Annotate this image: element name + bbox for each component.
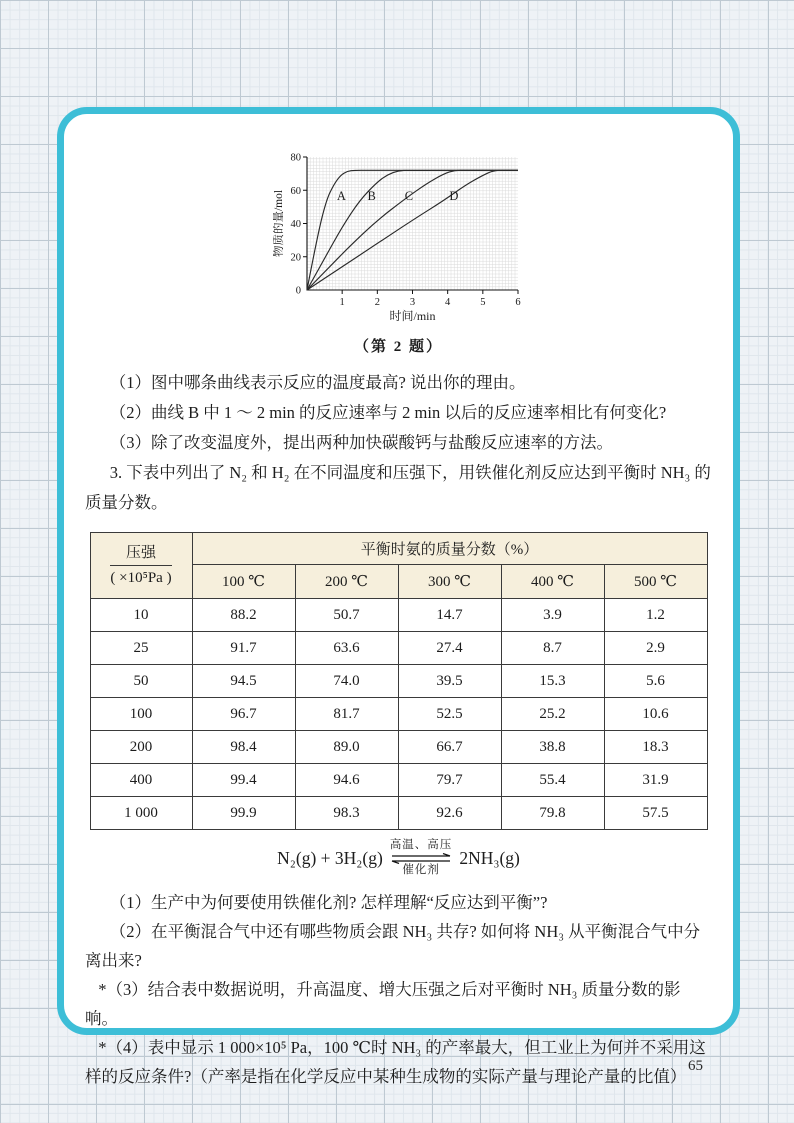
value-cell: 98.4 xyxy=(192,731,295,764)
table-row xyxy=(90,797,707,830)
value-cell: 91.7 xyxy=(192,632,295,665)
question-item: （2）曲线 B 中 1 ～ 2 min 的反应速率与 2 min 以后的反应速率相比有何变化? xyxy=(109,403,667,422)
value-cell: 99.9 xyxy=(192,797,295,830)
value-cell: 18.3 xyxy=(604,731,707,764)
pressure-cell: 100 xyxy=(90,698,192,731)
curve-label-C: C xyxy=(404,189,413,204)
line-chart-svg xyxy=(273,150,525,322)
temp-header: 100 ℃ xyxy=(192,565,295,599)
y-tick-label: 0 xyxy=(295,285,301,297)
value-cell: 10.6 xyxy=(604,698,707,731)
value-cell: 98.3 xyxy=(295,797,398,830)
value-cell: 31.9 xyxy=(604,764,707,797)
value-cell: 94.6 xyxy=(295,764,398,797)
curve-label-A: A xyxy=(336,189,346,204)
question-item: （1）生产中为何要使用铁催化剂? 怎样理解“反应达到平衡”? xyxy=(109,893,548,912)
x-tick-label: 3 xyxy=(409,297,415,308)
pressure-cell: 50 xyxy=(90,665,192,698)
temp-header: 200 ℃ xyxy=(295,565,398,599)
table-row xyxy=(90,731,707,764)
x-tick-label: 6 xyxy=(514,297,521,308)
value-cell: 39.5 xyxy=(398,665,501,698)
question-item: （3）除了改变温度外，提出两种加快碳酸钙与盐酸反应速率的方法。 xyxy=(109,433,613,452)
table-row xyxy=(90,698,707,731)
curve-label-B: B xyxy=(366,189,376,204)
pressure-header-stack xyxy=(110,543,172,589)
pressure-header-top: 压强 xyxy=(110,543,172,566)
equilibrium-arrows-icon xyxy=(390,853,452,864)
curve-label-D: D xyxy=(448,189,458,204)
value-cell: 15.3 xyxy=(501,665,604,698)
table-row xyxy=(90,632,707,665)
pressure-cell: 10 xyxy=(90,599,192,632)
table-row xyxy=(90,764,707,797)
x-tick-label: 1 xyxy=(339,297,345,308)
value-cell: 50.7 xyxy=(295,599,398,632)
value-cell: 66.7 xyxy=(398,731,501,764)
value-cell: 99.4 xyxy=(192,764,295,797)
chemical-equation xyxy=(85,840,712,876)
questions-bottom xyxy=(85,888,712,1091)
question-item: （1）图中哪条曲线表示反应的温度最高? 说出你的理由。 xyxy=(109,373,526,392)
value-cell: 63.6 xyxy=(295,632,398,665)
value-cell: 8.7 xyxy=(501,632,604,665)
value-cell: 55.4 xyxy=(501,764,604,797)
value-cell: 2.9 xyxy=(604,632,707,665)
temp-header: 300 ℃ xyxy=(398,565,501,599)
value-cell: 57.5 xyxy=(604,797,707,830)
pressure-header-cell xyxy=(90,533,192,599)
pressure-table-body xyxy=(90,599,707,830)
equation-left: N₂(g) + 3H₂(g) xyxy=(277,847,383,868)
value-cell: 1.2 xyxy=(604,599,707,632)
y-tick-label: 80 xyxy=(290,152,301,164)
value-cell: 92.6 xyxy=(398,797,501,830)
value-cell: 79.8 xyxy=(501,797,604,830)
equation-right: 2NH₃(g) xyxy=(459,847,520,868)
pressure-cell: 1 000 xyxy=(90,797,192,830)
x-tick-label: 5 xyxy=(479,297,485,308)
question-item: （2）在平衡混合气中还有哪些物质会跟 NH₃ 共存? 如何将 NH₃ 从平衡混合气中分离出来? xyxy=(85,922,701,970)
equation-condition-above: 高温、高压 xyxy=(389,839,453,851)
value-cell: 88.2 xyxy=(192,599,295,632)
question3-intro: 3. 下表中列出了 N₂ 和 H₂ 在不同温度和压强下，用铁催化剂反应达到平衡时 NH₃ 的质量分数。 xyxy=(85,463,711,512)
value-cell: 94.5 xyxy=(192,665,295,698)
value-cell: 74.0 xyxy=(295,665,398,698)
pressure-cell: 200 xyxy=(90,731,192,764)
y-tick-label: 40 xyxy=(290,219,301,231)
pressure-cell: 25 xyxy=(90,632,192,665)
x-tick-label: 2 xyxy=(374,297,380,308)
table-row xyxy=(90,599,707,632)
equation-condition-below: 催化剂 xyxy=(402,863,440,876)
equilibrium-arrow-group xyxy=(390,840,453,876)
value-cell: 3.9 xyxy=(501,599,604,632)
question-item: *（4）表中显示 1 000×10⁵ Pa，100 ℃时 NH₃ 的产率最大，但工业上为何并不采用这样的反应条件?（产率是指在化学反应中某种生成物的实际产量与理论产量的比值） xyxy=(85,1038,706,1086)
pressure-header-unit: ( ×10⁵Pa ) xyxy=(110,570,172,586)
value-cell: 79.7 xyxy=(398,764,501,797)
value-cell: 25.2 xyxy=(501,698,604,731)
group-header-cell: 平衡时氨的质量分数（%） xyxy=(192,533,707,565)
value-cell: 89.0 xyxy=(295,731,398,764)
table-row xyxy=(90,665,707,698)
x-tick-label: 4 xyxy=(444,297,450,308)
value-cell: 14.7 xyxy=(398,599,501,632)
amount-vs-time-chart xyxy=(273,150,525,356)
value-cell: 52.5 xyxy=(398,698,501,731)
question-item: *（3）结合表中数据说明，升高温度、增大压强之后对平衡时 NH₃ 质量分数的影响。 xyxy=(85,980,681,1028)
page-number: 65 xyxy=(688,1058,703,1074)
temp-header: 400 ℃ xyxy=(501,565,604,599)
value-cell: 96.7 xyxy=(192,698,295,731)
value-cell: 27.4 xyxy=(398,632,501,665)
x-axis-label: 时间/min xyxy=(388,309,436,322)
pressure-cell: 400 xyxy=(90,764,192,797)
value-cell: 5.6 xyxy=(604,665,707,698)
y-tick-label: 20 xyxy=(290,252,301,264)
value-cell: 38.8 xyxy=(501,731,604,764)
y-tick-label: 60 xyxy=(290,185,301,197)
y-axis-label: 物质的量/mol xyxy=(272,189,285,258)
value-cell: 81.7 xyxy=(295,698,398,731)
chart-caption: （第 2 题） xyxy=(353,339,443,355)
questions-top xyxy=(85,368,712,518)
temp-header: 500 ℃ xyxy=(604,565,707,599)
ammonia-mass-fraction-table xyxy=(90,532,708,830)
